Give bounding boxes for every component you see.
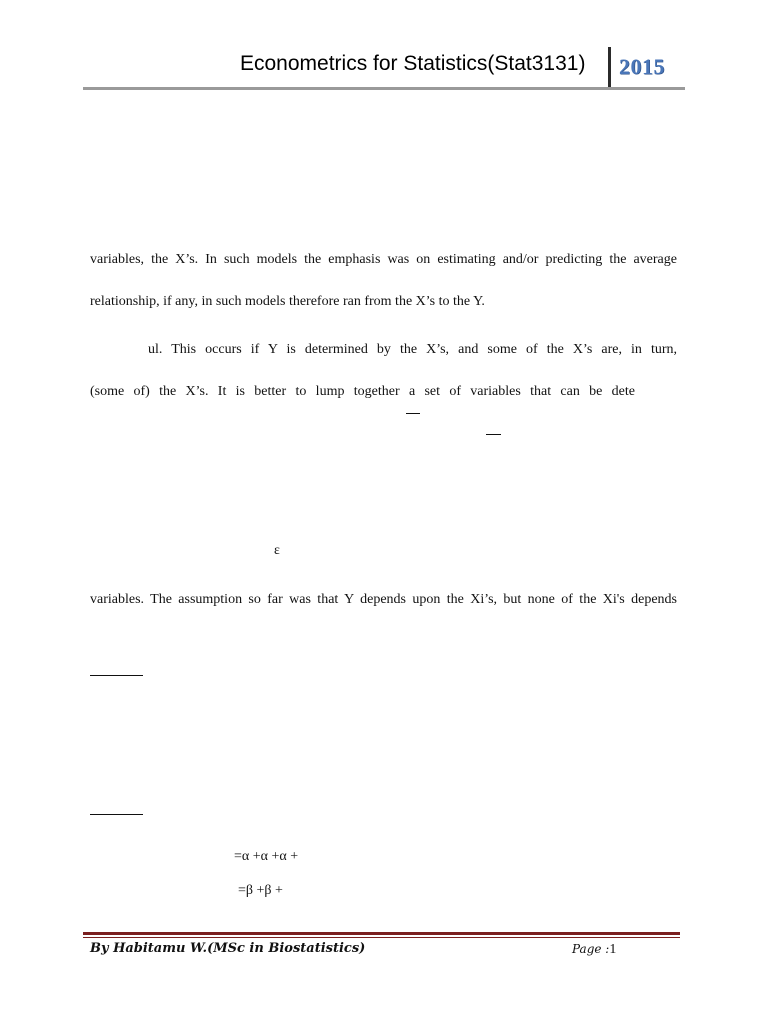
page-number: 1 [609, 942, 617, 957]
header-year: 2015 [619, 54, 665, 79]
header-rule [83, 87, 685, 90]
document-title: Econometrics for Statistics(Stat3131) [240, 52, 586, 75]
footer-page: Page :1 [572, 942, 617, 957]
separator-rule [90, 814, 143, 815]
paragraph-2-line-2: (some of) the X’s. It is better to lump together a set of variables that can be dete [90, 384, 635, 399]
footer-rule-thin [83, 937, 680, 938]
paragraph-2-line-1: ul. This occurs if Y is determined by the X’s, and some of the X’s are, in turn, [148, 342, 677, 357]
header-divider [608, 47, 611, 87]
equation-1: =α +α +α + [234, 849, 299, 864]
rule-mark [486, 434, 501, 435]
separator-rule [90, 675, 143, 676]
paragraph-1-line-2: relationship, if any, in such models therefore ran from the X’s to the Y. [90, 294, 485, 309]
page-label: Page [572, 942, 602, 956]
equation-2: =β +β + [238, 883, 283, 898]
paragraph-1-line-1: variables, the X’s. In such models the emphasis was on estimating and/or predicting the average [90, 252, 677, 267]
footer-author: By Habitamu W.(MSc in Biostatistics) [90, 941, 366, 956]
epsilon-symbol: ε [274, 543, 280, 558]
paragraph-3-line-1: variables. The assumption so far was that Y depends upon the Xi’s, but none of the Xi's depends [90, 592, 677, 607]
rule-mark [406, 413, 420, 414]
footer-rule [83, 932, 680, 935]
